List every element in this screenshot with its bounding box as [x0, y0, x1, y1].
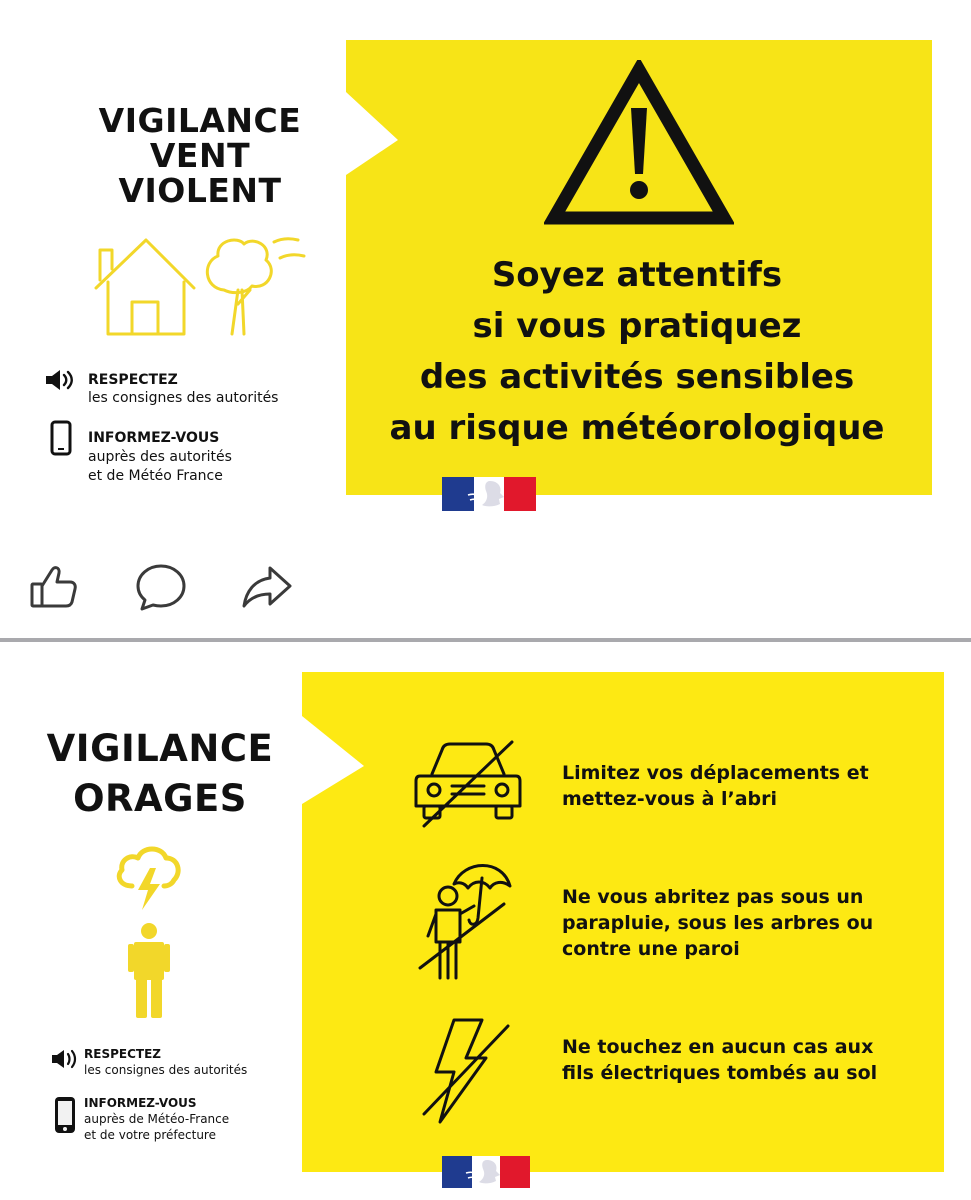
- consigne-informez-1: [88, 429, 232, 486]
- consigne-line: et de votre préfecture: [84, 1128, 216, 1142]
- consigne-head: INFORMEZ-VOUS: [88, 430, 220, 446]
- person-icon: [128, 922, 170, 1020]
- consigne-respectez-2: [84, 1046, 247, 1078]
- phone-icon: [50, 420, 72, 456]
- consigne-line: et de Météo France: [88, 468, 223, 484]
- consigne-line: les consignes des autorités: [84, 1063, 248, 1077]
- consigne-respectez-1: [88, 371, 278, 407]
- comment-button[interactable]: [134, 562, 188, 612]
- consigne-head: RESPECTEZ: [88, 372, 178, 388]
- warning-triangle-icon: [544, 60, 734, 226]
- consigne-line: auprès de Météo-France: [84, 1112, 230, 1126]
- thumbs-up-icon: [32, 568, 75, 606]
- republique-francaise-logo: [442, 477, 536, 511]
- like-button[interactable]: [28, 562, 80, 612]
- house-tree-icon: [92, 230, 307, 345]
- title-vigilance-orages: VIGILANCE ORAGES: [46, 727, 274, 820]
- consigne-head: RESPECTEZ: [84, 1047, 161, 1061]
- consigne-head: INFORMEZ-VOUS: [84, 1096, 197, 1110]
- advice-row-2: Ne vous abritez pas sous un parapluie, sous les arbres ou contre une paroi: [562, 886, 874, 960]
- advice-row-3: Ne touchez en aucun cas aux fils électriques tombés au sol: [562, 1036, 878, 1084]
- advice-row-1: Limitez vos déplacements et mettez-vous à l’abri: [562, 762, 869, 810]
- speech-bubble-icon: [138, 566, 184, 609]
- crossed-lightning-icon: [420, 1014, 514, 1126]
- crossed-umbrella-person-icon: [414, 856, 514, 982]
- phone-icon: [54, 1096, 76, 1134]
- consigne-line: auprès des autorités: [88, 449, 232, 465]
- storm-cloud-icon: [112, 838, 186, 914]
- speaker-icon: [50, 1048, 80, 1070]
- consigne-line: les consignes des autorités: [88, 390, 279, 406]
- crossed-car-icon: [412, 736, 524, 830]
- post-divider: [0, 638, 971, 642]
- speaker-icon: [44, 368, 78, 392]
- share-button[interactable]: [240, 564, 294, 610]
- title-vigilance-vent: VIGILANCE VENT VIOLENT: [98, 101, 302, 210]
- warning-message: Soyez attentifs si vous pratiquez des activités sensibles au risque météorologique: [389, 255, 885, 448]
- republique-francaise-logo: [442, 1156, 530, 1188]
- consigne-informez-2: [84, 1095, 229, 1143]
- share-arrow-icon: [244, 568, 290, 606]
